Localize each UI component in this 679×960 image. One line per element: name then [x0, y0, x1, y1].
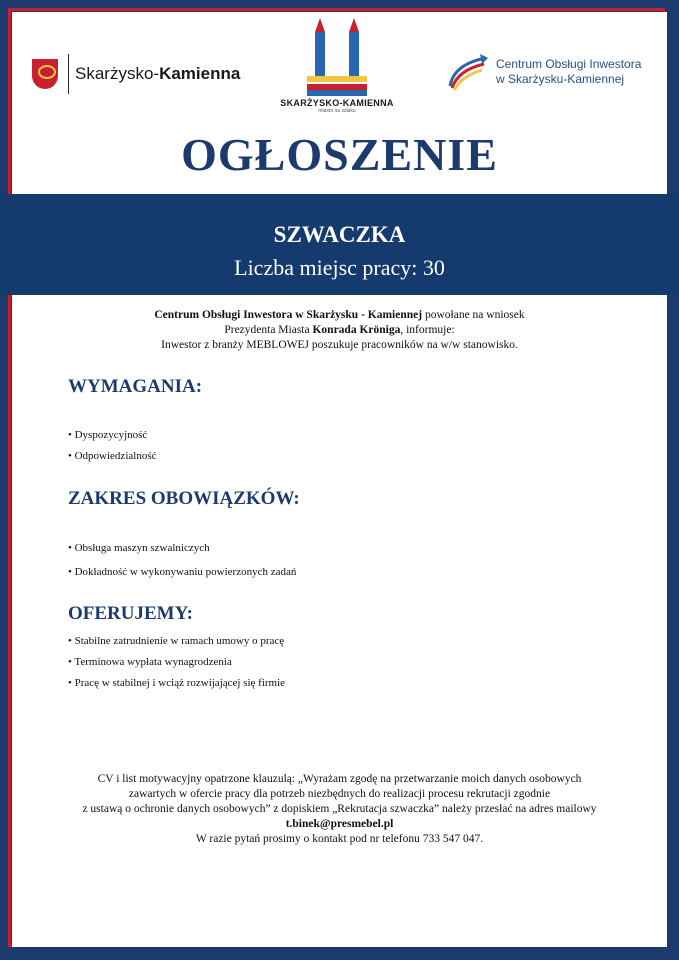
investor-center-logo — [446, 50, 641, 94]
city-brand-logo — [275, 26, 399, 114]
list-item: • Dokładność w wykonywaniu powierzonych zadań — [68, 560, 296, 584]
contact-email[interactable]: t.binek@presmebel.pl — [285, 818, 394, 830]
contact-line1: CV i list motywacyjny opatrzone klauzulą: „Wyrażam zgodę na przetwarzanie moich danych osobowych — [97, 773, 582, 785]
investor-center-line2: w Skarżysku-Kamiennej — [496, 72, 625, 86]
contact-line3: z ustawą o ochronie danych osobowych” z dopiskiem „Rekrutacja szwaczka” należy przesłać na adres mailowy — [82, 803, 597, 815]
intro-president: Konrada Kröniga — [312, 324, 401, 336]
city-crest-icon — [32, 59, 58, 89]
city-name-bold: Kamienna — [159, 64, 241, 83]
duties-heading: ZAKRES OBOWIĄZKÓW: — [68, 488, 300, 509]
logo-bar — [0, 20, 679, 130]
announcement-title: OGŁOSZENIE — [181, 129, 498, 180]
intro-line2 — [0, 323, 679, 338]
right-tower — [349, 32, 359, 76]
church-towers-icon — [307, 26, 367, 96]
logo-divider — [68, 54, 69, 94]
intro-org: Centrum Obsługi Inwestora w Skarżysku - Kamiennej — [154, 309, 423, 321]
brand-logo-text: SKARŻYSKO-KAMIENNA — [280, 98, 394, 108]
intro-text — [0, 308, 679, 353]
blue-stripe — [307, 90, 367, 96]
city-logo-text — [75, 64, 240, 84]
intro-line2-b: , informuje: — [400, 324, 455, 336]
intro-line3: Inwestor z branży MEBLOWEJ poszukuje pracowników na w/w stanowisko. — [161, 339, 518, 351]
investor-center-text — [496, 57, 641, 87]
intro-line1 — [0, 308, 679, 323]
duties-list — [68, 536, 296, 584]
city-name-plain: Skarżysko- — [75, 64, 160, 83]
intro-line2-a: Prezydenta Miasta — [224, 324, 313, 336]
contact-line2: zawartych w ofercie pracy dla potrzeb niezbędnych do realizacji procesu rekrutacji zgodnie — [128, 788, 551, 800]
investor-arrow-icon — [446, 50, 490, 94]
contact-phone: W razie pytań prosimy o kontakt pod nr telefonu 733 547 047. — [195, 833, 484, 845]
list-item: • Odpowiedzialność — [68, 446, 156, 467]
list-item: • Obsługa maszyn szwalniczych — [68, 536, 296, 560]
offer-list — [68, 631, 285, 694]
brand-logo-subtitle: miasto na szlaku — [318, 108, 356, 114]
list-item: • Dyspozycyjność — [68, 425, 156, 446]
intro-org-rest: powołane na wniosek — [422, 309, 525, 321]
investor-center-line1: Centrum Obsługi Inwestora — [496, 57, 642, 71]
list-item: • Pracę w stabilnej i wciąż rozwijającej się firmie — [68, 673, 285, 694]
city-logo — [32, 54, 240, 94]
job-title: SZWACZKA — [273, 222, 406, 247]
offer-heading: OFERUJEMY: — [68, 603, 193, 624]
contact-info — [0, 772, 679, 847]
job-count: Liczba miejsc pracy: 30 — [234, 255, 445, 280]
requirements-heading: WYMAGANIA: — [68, 376, 203, 397]
list-item: • Stabilne zatrudnienie w ramach umowy o pracę — [68, 631, 285, 652]
left-tower — [315, 32, 325, 76]
yellow-stripe — [307, 76, 367, 82]
list-item: • Terminowa wypłata wynagrodzenia — [68, 652, 285, 673]
requirements-list — [68, 425, 156, 467]
